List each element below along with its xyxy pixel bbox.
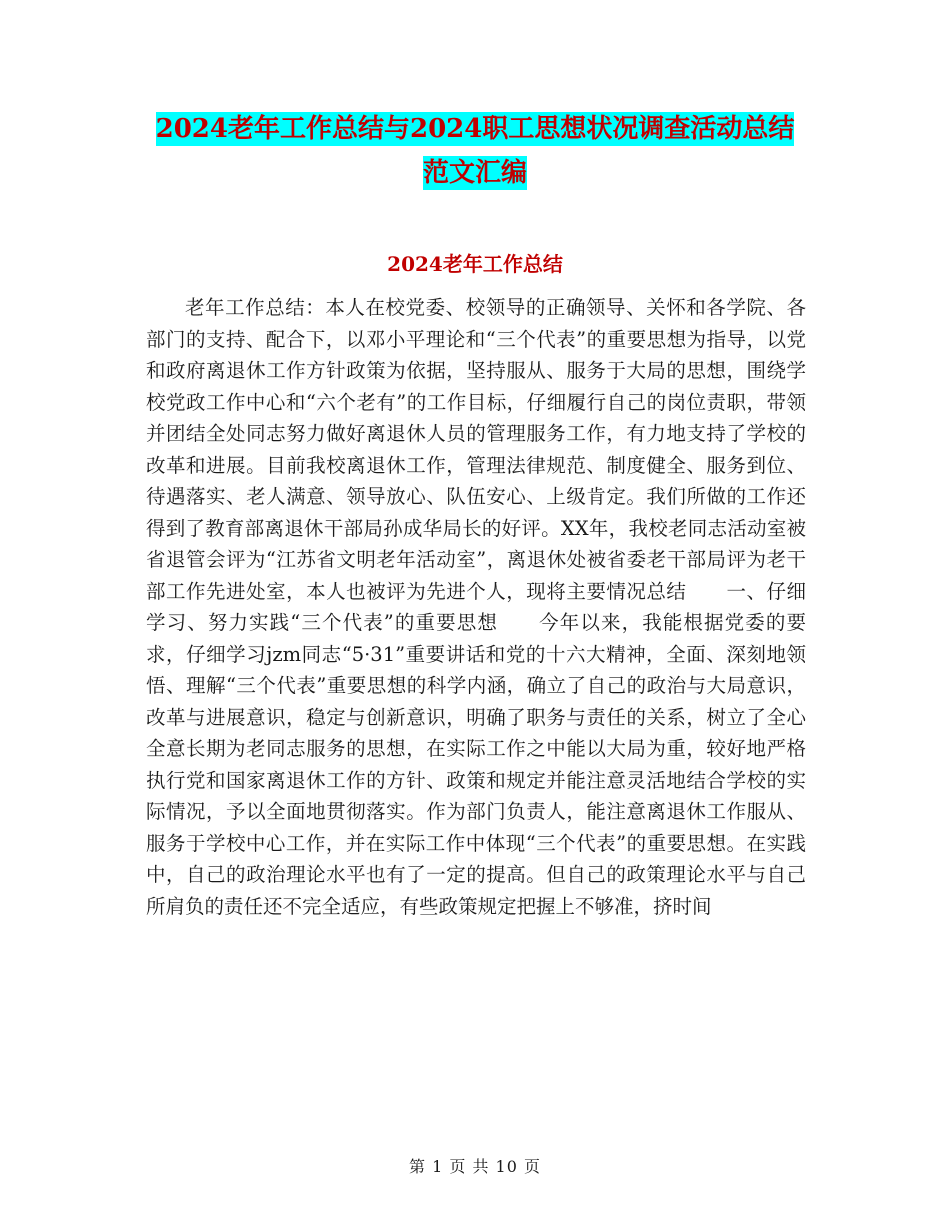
section-title: 2024老年工作总结 [387, 252, 563, 276]
document-title-text-1: 2024老年工作总结与2024职工思想状况调查活动总结 [155, 114, 795, 144]
document-title-text-2: 范文汇编 [422, 158, 527, 188]
paragraph-1: 老年工作总结：本人在校党委、校领导的正确领导、关怀和各学院、各部门的支持、配合下，以邓小平理论和“三个代表”的重要思想为指导，以党和政府离退休工作方针政策为依据，坚持服从、服务于大局的思想，围绕学校党政工作中心和“六个老有”的工作目标，仔细履行自己的岗位责职，带领并团结全处同志努力做好离退休人员的管理服务工作，有力地支持了学校的改革和进展。目前我校离退休工作，管理法律规范、制度健全、服务到位、待遇落实、老人满意、领导放心、队伍安心、上级肯定。我们所做的工作还得到了教育部离退休干部局孙成华局长的好评。XX年，我校老同志活动室被省退管会评为“江苏省文明老年活动室”，离退休处被省委老干部局评为老干部工作先进处室，本人也被评为先进个人，现将主要情况总结 一、仔细学习、努力实践“三个代表”的重要思想 今年以来，我能根据党委的要求，仔细学习jzm同志“5·31”重要讲话和党的十六大精神，全面、深刻地领悟、理解“三个代表”重要思想的科学内涵，确立了自己的政治与大局意识，改革与进展意识，稳定与创新意识，明确了职务与责任的关系，树立了全心全意长期为老同志服务的思想，在实际工作之中能以大局为重，较好地严格执行党和国家离退休工作的方针、政策和规定并能注意灵活地结合学校的实际情况，予以全面地贯彻落实。作为部门负责人，能注意离退休工作服从、服务于学校中心工作，并在实际工作中体现“三个代表”的重要思想。在实践中，自己的政治理论水平也有了一定的提高。但自己的政策理论水平与自己所肩负的责任还不完全适应，有些政策规定把握上不够准，挤时间 [146, 296, 806, 918]
document-title-line-2 [0, 156, 950, 190]
page-footer: 第 1 页 共 10 页 [409, 1157, 541, 1176]
body-text [146, 292, 806, 922]
document-title-line-1 [0, 112, 950, 146]
